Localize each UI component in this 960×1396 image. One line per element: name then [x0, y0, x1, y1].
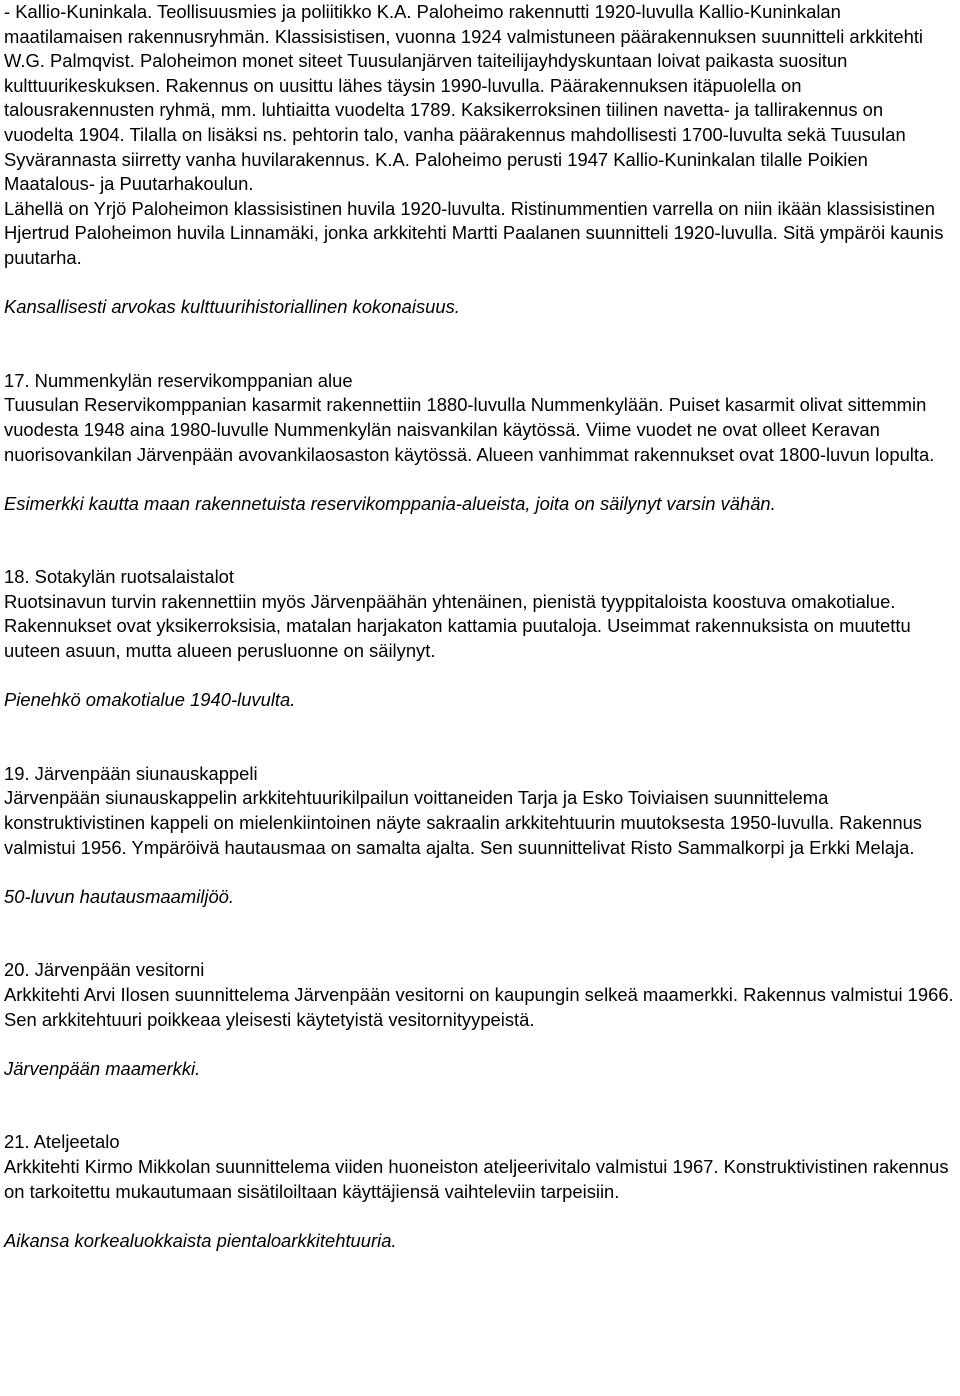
section-body: Ruotsinavun turvin rakennettiin myös Järvenpäähän yhtenäinen, pienistä tyyppitaloista koostuva omakotialue. Rakennukset ovat yksikerroksisia, matalan harjakaton kattamia puutaloja. Useimmat rakennuksista on muutettu uuteen asuun, mutta alueen perusluonne on säilynyt.	[4, 590, 911, 662]
intro-paragraph	[4, 0, 956, 197]
section-18	[4, 565, 956, 713]
document-page	[4, 0, 956, 1253]
section-heading: 20. Järvenpään vesitorni	[4, 959, 205, 981]
section-heading: 18. Sotakylän ruotsalaistalot	[4, 566, 235, 588]
intro-text-1: - Kallio-Kuninkala. Teollisuusmies ja poliitikko K.A. Paloheimo rakennutti 1920-luvulla Kallio-Kuninkalan maatilamaisen rakennusryhmän. Klassisistisen, vuonna 1924 valmistuneen päärakennuksen suunnitteli arkkitehti W.G. Palmqvist.	[4, 1, 924, 72]
section-20	[4, 958, 956, 1081]
section-body: Arkkitehti Kirmo Mikkolan suunnittelema viiden huoneiston ateljeerivitalo valmistui 1967. Konstruktivistinen rakennus on tarkoitettu mukautumaan sisätiloiltaan käyttäjiensä vaihteleviin tarpeisiin.	[4, 1155, 949, 1202]
section-21	[4, 1130, 956, 1253]
section-body: Arkkitehti Arvi Ilosen suunnittelema Järvenpään vesitorni on kaupungin selkeä maamerkki. Rakennus valmistui 1966. Sen arkkitehtuuri poikkeaa yleisesti käytetyistä vesitornityypeistä.	[4, 984, 954, 1030]
section-body: Tuusulan Reservikomppanian kasarmit rakennettiin 1880-luvulla Nummenkylään. Puiset kasarmit olivat sittemmin vuodesta 1948 aina 1980-luvulle Nummenkylän naisvankilan käytössä. Viime vuodet ne ovat olleet Keravan nuorisovankilan Järvenpään avovankilaosaston käytössä. Alueen vanhimmat rakennukset ovat 1800-luvun lopulta.	[4, 394, 935, 465]
section-19	[4, 762, 956, 910]
intro-paragraph-2: Lähellä on Yrjö Paloheimon klassisistinen huvila 1920-luvulta. Ristinummentien varrella on niin ikään klassisistinen Hjertrud Paloheimon huvila Linnamäki, jonka arkkitehti Martti Paalanen suunnitteli 1920-luvulla. Sitä ympäröi kaunis puutarha.	[4, 197, 944, 268]
section-note: Järvenpään maamerkki.	[4, 1057, 201, 1079]
section-heading: 21. Ateljeetalo	[4, 1131, 120, 1153]
section-note: Pienehkö omakotialue 1940-luvulta.	[4, 689, 296, 711]
section-heading: 19. Järvenpään siunauskappeli	[4, 762, 258, 784]
section-body: Järvenpään siunauskappelin arkkitehtuurikilpailun voittaneiden Tarja ja Esko Toiviaisen suunnittelema konstruktivistinen kappeli on mielenkiintoinen näyte sakraalin arkkitehtuurin muutoksesta 1950-luvulla. Rakennus valmistui 1956. Ympäröivä hautausmaa on samalta ajalta. Sen suunnittelivat Risto Sammalkorpi ja Erkki Melaja.	[4, 787, 922, 858]
section-heading: 17. Nummenkylän reservikomppanian alue	[4, 369, 353, 391]
intro-text-2: Paloheimon monet siteet Tuusulanjärven taiteilijayhdyskuntaan loivat paikasta suositun kulttuurikeskuksen. Rakennus on uusittu lähes täysin 1990-luvulla. Päärakennuksen itäpuolella on talousrakennusten ryhmä, mm. luhtiaitta vuodelta 1789. Kaksikerroksinen tiilinen navetta- ja tallirakennus on vuodelta 1904. Tilalla on lisäksi ns. pehtorin talo, vanha päärakennus mahdollisesti 1700-luvulta sekä Tuusulan Syvärannasta siirretty vanha huvilarakennus. K.A. Paloheimo perusti 1947 Kallio-Kuninkalan tilalle Poikien Maatalous- ja Puutarhakoulun.	[4, 50, 906, 195]
section-note: Esimerkki kautta maan rakennetuista reservikomppania-alueista, joita on säilynyt varsin vähän.	[4, 492, 776, 514]
intro-note: Kansallisesti arvokas kulttuurihistoriallinen kokonaisuus.	[4, 296, 460, 318]
section-note: Aikansa korkealuokkaista pientaloarkkitehtuuria.	[4, 1229, 397, 1251]
section-note: 50-luvun hautausmaamiljöö.	[4, 885, 235, 907]
section-17	[4, 369, 956, 517]
